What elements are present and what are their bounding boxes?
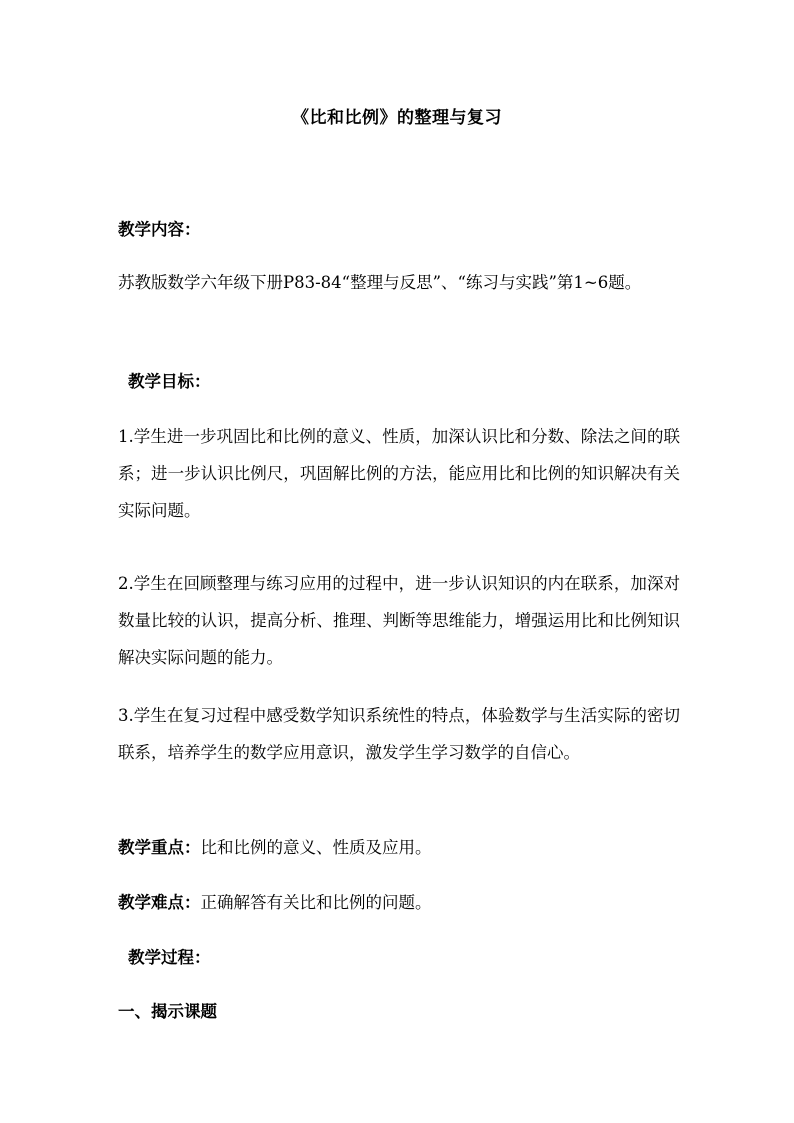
key-point-label: 教学重点： [118, 838, 201, 857]
document-title: 《比和比例》的整理与复习 [292, 108, 502, 128]
goals-heading: 教学目标： [128, 372, 211, 391]
key-point-line [118, 836, 698, 860]
difficulty-line [118, 891, 698, 915]
difficulty-label: 教学难点： [118, 893, 201, 912]
key-point-text: 比和比例的意义、性质及应用。 [200, 838, 432, 857]
difficulty-text: 正确解答有关比和比例的问题。 [200, 893, 432, 912]
process-heading: 教学过程： [128, 948, 211, 967]
content-heading: 教学内容： [118, 220, 201, 239]
goal-item-3: 3.学生在复习过程中感受数学知识系统性的特点，体验数学与生活实际的密切联系，培养学生的数学应用意识，激发学生学习数学的自信心。 [118, 706, 680, 762]
goal-item-2: 2.学生在回顾整理与练习应用的过程中，进一步认识知识的内在联系，加深对数量比较的认识，提高分析、推理、判断等思维能力，增强运用比和比例知识解决实际问题的能力。 [118, 574, 680, 667]
content-text: 苏教版数学六年级下册P83-84“整理与反思”、“练习与实践”第1~6题。 [118, 273, 642, 292]
section-one-heading: 一、揭示课题 [118, 1002, 217, 1021]
goal-item-1: 1.学生进一步巩固比和比例的意义、性质，加深认识比和分数、除法之间的联系；进一步认识比例尺，巩固解比例的方法，能应用比和比例的知识解决有关实际问题。 [118, 427, 680, 520]
